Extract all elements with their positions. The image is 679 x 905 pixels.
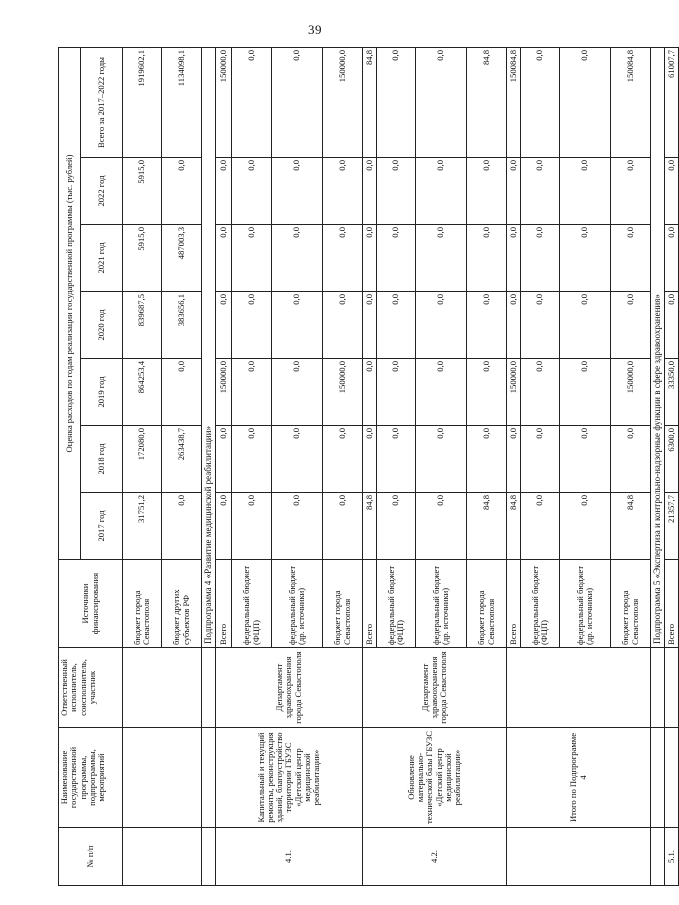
cell-total: 0,0 xyxy=(560,47,611,157)
cell-total: 1134098,1 xyxy=(162,47,202,157)
cell-value: 6300,0 xyxy=(665,426,679,493)
header-year-total: Всего за 2017–2022 годы xyxy=(81,47,123,157)
cell-value: 0,0 xyxy=(416,225,467,292)
cell-value: 0,0 xyxy=(216,158,232,225)
cell-source: бюджет других субъектов РФ xyxy=(162,560,202,648)
cell-value: 0,0 xyxy=(323,158,363,225)
cell-value: 31751,2 xyxy=(123,493,162,560)
header-year: 2017 год xyxy=(81,493,123,560)
page-number: 39 xyxy=(308,22,322,37)
cell-value: 172080,0 xyxy=(123,426,162,493)
cell-executor xyxy=(202,648,216,728)
cell-value: 21357,7 xyxy=(665,493,679,560)
cell-value: 0,0 xyxy=(272,493,323,560)
cell-value: 0,0 xyxy=(665,158,679,225)
cell-source: бюджет города Севастополя xyxy=(323,560,363,648)
cell-value: 0,0 xyxy=(467,225,507,292)
cell-total: 0,0 xyxy=(416,47,467,157)
cell-value: 0,0 xyxy=(377,359,416,426)
cell-value: 0,0 xyxy=(363,359,377,426)
header-year: 2019 год xyxy=(81,359,123,426)
cell-no xyxy=(202,828,216,886)
cell-value: 0,0 xyxy=(272,426,323,493)
cell-value: 0,0 xyxy=(611,225,651,292)
cell-value: 839687,5 xyxy=(123,292,162,359)
subprogram-4-title: Подпрограмма 4 «Развитие медицинской реабилитации» xyxy=(202,47,216,647)
cell-value: 0,0 xyxy=(363,225,377,292)
cell-value: 0,0 xyxy=(467,292,507,359)
cell-value: 0,0 xyxy=(216,225,232,292)
rotated-table-wrapper xyxy=(58,48,676,886)
cell-source: федеральный бюджет (ФЦП) xyxy=(377,560,416,648)
header-year: 2020 год xyxy=(81,292,123,359)
cell-source: бюджет города Севастополя xyxy=(467,560,507,648)
subprogram-5-row xyxy=(651,47,665,885)
cell-total: 61007,7 xyxy=(665,47,679,157)
cell-value: 0,0 xyxy=(611,158,651,225)
cell-value: 0,0 xyxy=(323,292,363,359)
cell-total: 1919602,1 xyxy=(123,47,162,157)
header-source: Источники финансирования xyxy=(59,560,123,648)
cell-total: 84,8 xyxy=(467,47,507,157)
cell-value: 0,0 xyxy=(665,292,679,359)
cell-value: 0,0 xyxy=(216,426,232,493)
cell-value: 5915,0 xyxy=(123,225,162,292)
table-row xyxy=(363,47,377,885)
cell-no xyxy=(651,828,665,886)
cell-name: Обновление материально-технической базы ГБУЗС «Детский центр медицинской реабилитации» xyxy=(363,728,507,828)
cell-total: 150000,0 xyxy=(323,47,363,157)
table-row xyxy=(665,47,679,885)
cell-value: 84,8 xyxy=(467,493,507,560)
cell-value: 0,0 xyxy=(162,359,202,426)
cell-total: 150000,0 xyxy=(216,47,232,157)
cell-name xyxy=(651,728,665,828)
cell-value: 0,0 xyxy=(560,158,611,225)
cell-value: 0,0 xyxy=(560,292,611,359)
cell-source: Всего xyxy=(363,560,377,648)
cell-value: 0,0 xyxy=(377,225,416,292)
cell-executor xyxy=(651,648,665,728)
cell-value: 84,8 xyxy=(363,493,377,560)
cell-total: 150084,8 xyxy=(507,47,521,157)
cell-source: Всего xyxy=(665,560,679,648)
cell-value: 150000,0 xyxy=(507,359,521,426)
cell-value: 0,0 xyxy=(560,225,611,292)
budget-table xyxy=(58,47,679,886)
cell-value: 0,0 xyxy=(665,225,679,292)
cell-value: 0,0 xyxy=(467,158,507,225)
cell-value: 150000,0 xyxy=(323,359,363,426)
cell-value: 0,0 xyxy=(416,292,467,359)
cell-source: бюджет города Севастополя xyxy=(611,560,651,648)
cell-value: 0,0 xyxy=(232,359,272,426)
cell-value: 0,0 xyxy=(377,292,416,359)
cell-value: 0,0 xyxy=(611,292,651,359)
cell-value: 0,0 xyxy=(467,359,507,426)
cell-value: 0,0 xyxy=(507,158,521,225)
cell-name xyxy=(123,728,202,828)
cell-value: 0,0 xyxy=(467,426,507,493)
cell-value: 0,0 xyxy=(272,225,323,292)
cell-executor xyxy=(507,648,651,728)
cell-value: 0,0 xyxy=(521,292,560,359)
table-row xyxy=(216,47,232,885)
cell-total: 0,0 xyxy=(232,47,272,157)
cell-value: 0,0 xyxy=(232,158,272,225)
header-estimate: Оценка расходов по годам реализации государственной программы (тыс. рублей) xyxy=(59,47,81,559)
cell-source: бюджет города Севастополя xyxy=(123,560,162,648)
cell-value: 0,0 xyxy=(162,493,202,560)
cell-value: 150000,0 xyxy=(216,359,232,426)
cell-value: 0,0 xyxy=(232,292,272,359)
cell-value: 0,0 xyxy=(232,426,272,493)
cell-no: 5.1. xyxy=(665,828,679,886)
cell-total: 84,8 xyxy=(363,47,377,157)
header-year: 2018 год xyxy=(81,426,123,493)
cell-value: 864253,4 xyxy=(123,359,162,426)
cell-value: 0,0 xyxy=(363,426,377,493)
header-year: 2021 год xyxy=(81,225,123,292)
cell-value: 0,0 xyxy=(323,225,363,292)
cell-no xyxy=(123,828,202,886)
cell-value: 0,0 xyxy=(232,225,272,292)
cell-value: 0,0 xyxy=(377,426,416,493)
cell-value: 0,0 xyxy=(560,359,611,426)
cell-value: 0,0 xyxy=(560,493,611,560)
cell-value: 0,0 xyxy=(521,493,560,560)
cell-source: федеральный бюджет (ФЦП) xyxy=(232,560,272,648)
cell-value: 0,0 xyxy=(363,158,377,225)
header-no: № п/п xyxy=(59,828,123,886)
table-row xyxy=(123,47,162,885)
cell-value: 150000,0 xyxy=(611,359,651,426)
cell-source: федеральный бюджет (др. источники) xyxy=(272,560,323,648)
cell-executor xyxy=(665,648,679,728)
cell-total: 150084,8 xyxy=(611,47,651,157)
cell-name: Капитальный и текущий ремонты, реконструкция зданий, благоустройство территории ГБУЗС «Детский центр медицинской реабилитации» xyxy=(216,728,363,828)
cell-value: 0,0 xyxy=(507,292,521,359)
cell-no: 4.1. xyxy=(216,828,363,886)
cell-source: Всего xyxy=(216,560,232,648)
cell-value: 0,0 xyxy=(272,158,323,225)
cell-name xyxy=(665,728,679,828)
cell-value: 0,0 xyxy=(216,292,232,359)
cell-value: 0,0 xyxy=(377,493,416,560)
cell-no xyxy=(507,828,651,886)
cell-value: 487003,3 xyxy=(162,225,202,292)
header-row-1 xyxy=(59,47,81,885)
cell-no: 4.2. xyxy=(363,828,507,886)
cell-value: 5915,0 xyxy=(123,158,162,225)
cell-source: федеральный бюджет (ФЦП) xyxy=(521,560,560,648)
cell-source: федеральный бюджет (др. источники) xyxy=(560,560,611,648)
header-name: Наименование государственной программы, подпрограммы, мероприятий xyxy=(59,728,123,828)
subprogram-4-row xyxy=(202,47,216,885)
cell-value: 0,0 xyxy=(323,426,363,493)
cell-value: 0,0 xyxy=(416,158,467,225)
cell-value: 33350,0 xyxy=(665,359,679,426)
cell-value: 0,0 xyxy=(216,493,232,560)
cell-value: 0,0 xyxy=(272,292,323,359)
cell-value: 0,0 xyxy=(521,359,560,426)
cell-value: 0,0 xyxy=(560,426,611,493)
cell-value: 0,0 xyxy=(162,158,202,225)
cell-total: 0,0 xyxy=(272,47,323,157)
cell-value: 0,0 xyxy=(232,493,272,560)
cell-value: 383656,1 xyxy=(162,292,202,359)
cell-value: 0,0 xyxy=(416,426,467,493)
cell-value: 263438,7 xyxy=(162,426,202,493)
table-row xyxy=(507,47,521,885)
cell-executor: Департамент здравоохранения города Севастополя xyxy=(216,648,363,728)
cell-executor: Департамент здравоохранения города Севастополя xyxy=(363,648,507,728)
cell-name xyxy=(202,728,216,828)
cell-total: 0,0 xyxy=(377,47,416,157)
cell-source: федеральный бюджет (др. источники) xyxy=(416,560,467,648)
cell-value: 84,8 xyxy=(507,493,521,560)
rotated-table-area xyxy=(58,48,676,886)
cell-total: 0,0 xyxy=(521,47,560,157)
cell-name: Итого по Подпрограмме 4 xyxy=(507,728,651,828)
cell-value: 0,0 xyxy=(507,225,521,292)
cell-value: 0,0 xyxy=(521,225,560,292)
cell-value: 84,8 xyxy=(611,493,651,560)
cell-value: 0,0 xyxy=(521,426,560,493)
cell-value: 0,0 xyxy=(323,493,363,560)
cell-value: 0,0 xyxy=(416,493,467,560)
header-year: 2022 год xyxy=(81,158,123,225)
cell-executor xyxy=(123,648,202,728)
cell-value: 0,0 xyxy=(416,359,467,426)
cell-value: 0,0 xyxy=(363,292,377,359)
cell-source: Всего xyxy=(507,560,521,648)
cell-value: 0,0 xyxy=(507,426,521,493)
cell-value: 0,0 xyxy=(611,426,651,493)
header-executor: Ответственный исполнитель, соисполнитель, участник xyxy=(59,648,123,728)
cell-value: 0,0 xyxy=(272,359,323,426)
cell-value: 0,0 xyxy=(521,158,560,225)
cell-value: 0,0 xyxy=(377,158,416,225)
subprogram-5-title: Подпрограмма 5 «Экспертиза и контрольно-надзорные функции в сфере здравоохранения» xyxy=(651,47,665,647)
